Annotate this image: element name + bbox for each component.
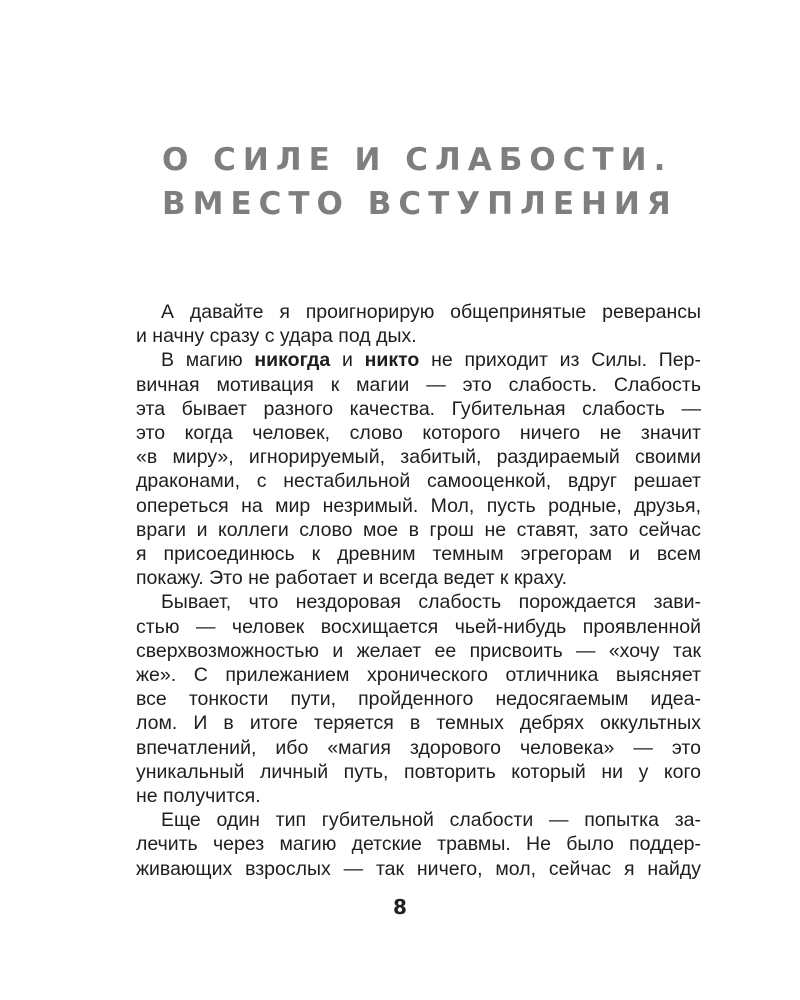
text-line: враги и коллеги слово мое в грош не ставят, зато сейчас — [136, 518, 701, 541]
chapter-title — [162, 138, 762, 226]
text-line: покажу. Это не работает и всегда ведет к краху. — [136, 567, 568, 590]
text-line: не получится. — [136, 785, 261, 808]
chapter-title-line-1: О СИЛЕ И СЛАБОСТИ. — [162, 142, 673, 178]
text-line: драконами, с нестабильной самооценкой, вдруг решает — [136, 470, 701, 493]
text-line: Еще один тип губительной слабости — попытка за- — [161, 809, 701, 832]
text-line: «в миру», игнорируемый, забитый, раздираемый своими — [136, 446, 701, 469]
text-line: опереться на мир незримый. Мол, пусть родные, друзья, — [136, 494, 701, 517]
paragraph-2 — [136, 348, 701, 590]
text-run: не приходит из Силы. Пер- — [419, 349, 701, 372]
emphasis-never: никогда — [254, 349, 331, 372]
paragraph-3 — [136, 590, 701, 808]
text-line: же». С прилежанием хронического отличника выясняет — [136, 664, 701, 687]
text-line: впечатлений, ибо «магия здорового человека» — это — [136, 736, 701, 759]
chapter-title-line-2: ВМЕСТО ВСТУПЛЕНИЯ — [162, 186, 678, 222]
text-line: стью — человек восхищается чьей-нибудь проявленной — [136, 615, 701, 638]
emphasis-nobody: никто — [364, 349, 420, 372]
text-run: В магию — [161, 349, 255, 372]
text-line: все тонкости пути, пройденного недосягаемым идеа- — [136, 688, 701, 711]
text-line: вичная мотивация к магии — это слабость. Слабость — [136, 373, 701, 396]
text-line: Бывает, что нездоровая слабость порождается зави- — [161, 591, 701, 614]
text-line: сверхвозможностью и желает ее присвоить — «хочу так — [136, 639, 701, 662]
text-line: живающих взрослых — так ничего, мол, сейчас я найду — [136, 857, 701, 880]
text-line: уникальный личный путь, повторить который ни у кого — [136, 760, 701, 783]
text-line: эта бывает разного качества. Губительная слабость — — [136, 397, 701, 420]
text-line — [136, 348, 701, 372]
text-line: и начну сразу с удара под дых. — [136, 325, 417, 348]
text-line: А давайте я проигнорирую общепринятые реверансы — [161, 301, 701, 323]
text-run: и — [330, 349, 365, 372]
text-line: лечить через магию детские травмы. Не было поддер- — [136, 833, 701, 856]
page-number: 8 — [393, 895, 407, 919]
text-line: я присоединюсь к древним темным эгрегорам и всем — [136, 543, 701, 566]
paragraph-4 — [136, 808, 701, 881]
paragraph-1 — [136, 300, 701, 348]
text-line: это когда человек, слово которого ничего не значит — [136, 422, 701, 445]
text-line: лом. И в итоге теряется в темных дебрях оккультных — [136, 712, 701, 735]
body-text — [136, 300, 701, 881]
